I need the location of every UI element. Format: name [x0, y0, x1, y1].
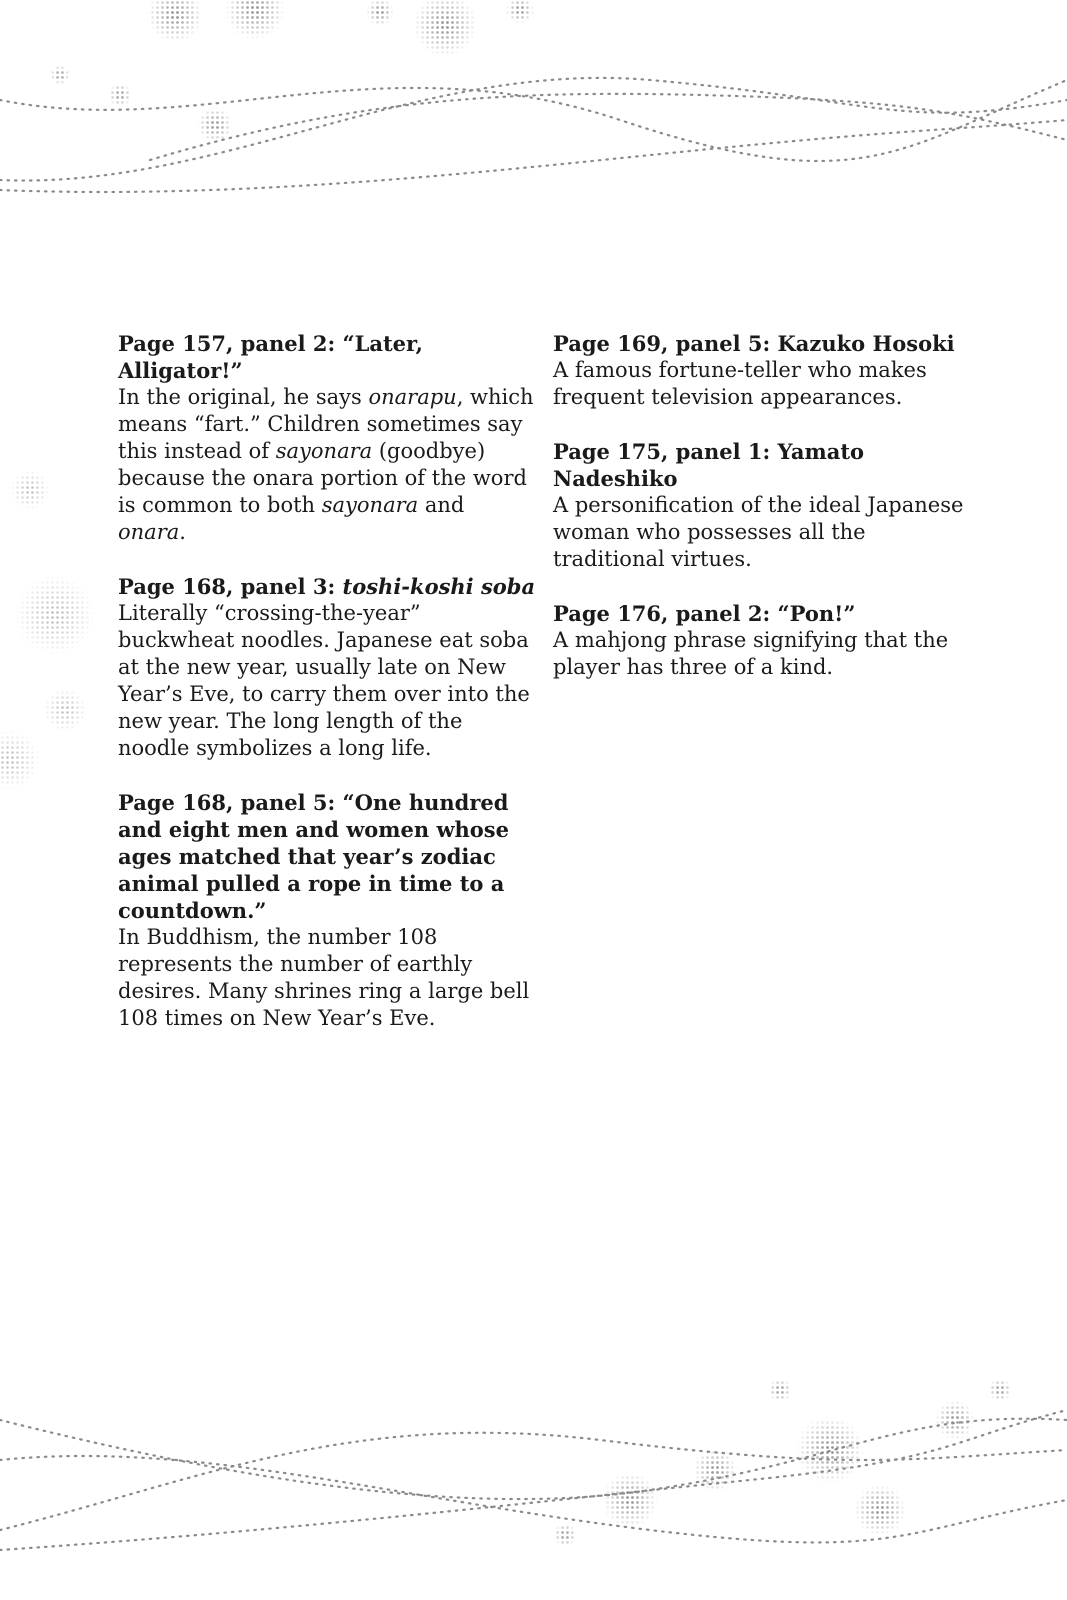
top-border-decoration: [0, 0, 1067, 220]
text-segment: Page 175, panel 1: Yamato Nadeshiko: [553, 439, 865, 491]
text-segment: Page 168, panel 3:: [118, 574, 343, 599]
text-segment: Page 168, panel 5: “One hundred and eight men and women whose ages matched that year’s zodiac animal pulled a rope in time to a countdown.”: [118, 790, 509, 923]
note-body: [553, 627, 973, 681]
text-segment: .: [179, 520, 186, 544]
note-body: [553, 492, 973, 573]
text-segment: , which means “fart.” Children sometimes say this instead of: [118, 385, 534, 463]
note-heading: [553, 600, 973, 627]
translation-note: [118, 330, 538, 546]
text-segment: Page 169, panel 5: Kazuko Hosoki: [553, 331, 955, 356]
translation-note: [118, 573, 538, 762]
note-body: [118, 600, 538, 762]
note-body: [118, 384, 538, 546]
notes-column-left: [118, 330, 538, 1059]
note-heading: [118, 573, 538, 600]
bottom-border-decoration: [0, 1380, 1067, 1600]
note-heading: [553, 438, 973, 492]
translation-note: [553, 600, 973, 681]
text-segment: A mahjong phrase signifying that the player has three of a kind.: [553, 628, 949, 679]
text-segment: A personification of the ideal Japanese woman who possesses all the traditional virtues.: [553, 493, 964, 571]
left-side-decoration: [0, 460, 120, 820]
text-segment: and: [418, 493, 465, 517]
text-segment: (goodbye) because the onara portion of the word is common to both: [118, 439, 527, 517]
italic-text: sayonara: [321, 493, 419, 517]
text-segment: A famous fortune-teller who makes frequent television appearances.: [553, 358, 927, 409]
note-heading: [118, 789, 538, 924]
note-heading: [118, 330, 538, 384]
text-segment: Page 157, panel 2: “Later, Alligator!”: [118, 331, 423, 383]
translation-note: [553, 438, 973, 573]
translation-note: [118, 789, 538, 1032]
text-segment: In Buddhism, the number 108 represents the number of earthly desires. Many shrines ring a large bell 108 times on New Year’s Eve.: [118, 925, 530, 1030]
notes-column-right: [553, 330, 973, 708]
italic-text: toshi-koshi soba: [342, 574, 536, 599]
note-heading: [553, 330, 973, 357]
text-segment: Page 176, panel 2: “Pon!”: [553, 601, 856, 626]
text-segment: Literally “crossing-the-year” buckwheat noodles. Japanese eat soba at the new year, usually late on New Year’s Eve, to carry them over into the new year. The long length of the noodle symbolizes a long life.: [118, 601, 530, 760]
note-body: [118, 924, 538, 1032]
italic-text: sayonara: [275, 439, 373, 463]
italic-text: onarapu: [368, 385, 457, 409]
translation-note: [553, 330, 973, 411]
note-body: [553, 357, 973, 411]
text-segment: In the original, he says: [118, 385, 369, 409]
italic-text: onara: [118, 520, 180, 544]
